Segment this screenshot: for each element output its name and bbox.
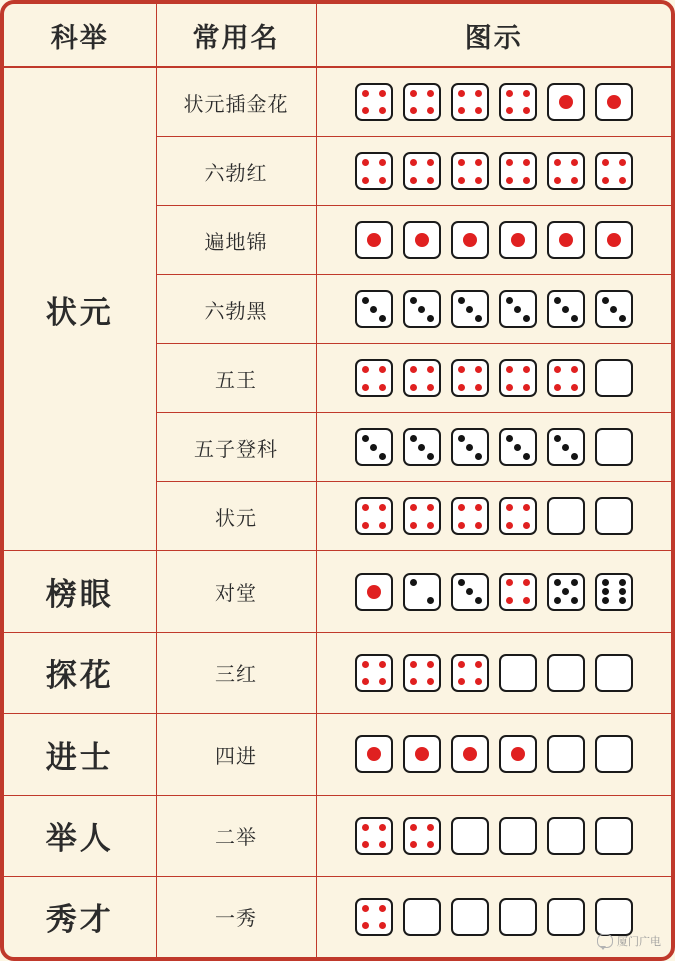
- category-cell: 榜眼: [4, 551, 156, 632]
- pip: [554, 597, 561, 604]
- die-blank: [499, 817, 537, 855]
- pip: [514, 306, 521, 313]
- die-1-red: [403, 735, 441, 773]
- die-3-black: [595, 290, 633, 328]
- die-4-red: [355, 83, 393, 121]
- die-blank: [547, 735, 585, 773]
- pip: [410, 661, 417, 668]
- pip: [523, 177, 530, 184]
- die-3-black: [547, 428, 585, 466]
- pip: [379, 90, 386, 97]
- name-cell: 遍地锦: [156, 206, 316, 275]
- die-3-black: [403, 428, 441, 466]
- pip: [458, 297, 465, 304]
- table-row: [4, 551, 671, 632]
- die-3-black: [499, 428, 537, 466]
- pip: [619, 588, 626, 595]
- pip: [410, 435, 417, 442]
- pip: [379, 661, 386, 668]
- die-3-black: [547, 290, 585, 328]
- pip: [619, 579, 626, 586]
- dice-row: [317, 573, 672, 611]
- pip: [458, 504, 465, 511]
- pip: [523, 579, 530, 586]
- die-1-red: [355, 573, 393, 611]
- dice-row: [317, 290, 672, 328]
- pip: [458, 177, 465, 184]
- die-blank: [595, 428, 633, 466]
- pip: [410, 159, 417, 166]
- pip: [379, 504, 386, 511]
- die-blank: [547, 654, 585, 692]
- pip: [410, 297, 417, 304]
- pip: [362, 90, 369, 97]
- header-common-name: 常用名: [156, 4, 316, 67]
- pip: [514, 444, 521, 451]
- table-header: [4, 4, 671, 67]
- die-4-red: [403, 817, 441, 855]
- pip: [362, 297, 369, 304]
- dice-row: [317, 428, 672, 466]
- die-4-red: [403, 497, 441, 535]
- pip: [410, 366, 417, 373]
- die-blank: [451, 817, 489, 855]
- die-1-red: [451, 221, 489, 259]
- die-blank: [595, 359, 633, 397]
- die-4-red: [403, 359, 441, 397]
- pip: [458, 107, 465, 114]
- pip: [475, 384, 482, 391]
- die-3-black: [355, 290, 393, 328]
- name-cell: 四进: [156, 714, 316, 795]
- header-row: [4, 4, 671, 67]
- die-blank: [595, 817, 633, 855]
- pip: [458, 384, 465, 391]
- dice-cell: [316, 67, 671, 137]
- die-blank: [499, 654, 537, 692]
- pip: [602, 579, 609, 586]
- pip: [410, 90, 417, 97]
- die-1-red: [451, 735, 489, 773]
- pip: [571, 315, 578, 322]
- pip: [415, 747, 429, 761]
- pip: [427, 384, 434, 391]
- die-4-red: [451, 83, 489, 121]
- die-4-red: [355, 817, 393, 855]
- name-cell: 二举: [156, 795, 316, 876]
- pip: [427, 315, 434, 322]
- dice-cell: [316, 275, 671, 344]
- pip: [506, 522, 513, 529]
- pip: [379, 107, 386, 114]
- die-1-red: [499, 221, 537, 259]
- die-4-red: [403, 654, 441, 692]
- pip: [379, 905, 386, 912]
- pip: [362, 435, 369, 442]
- pip: [410, 678, 417, 685]
- pip: [619, 597, 626, 604]
- dice-cell: [316, 632, 671, 713]
- pip: [427, 177, 434, 184]
- pip: [367, 233, 381, 247]
- pip: [619, 177, 626, 184]
- dice-row: [317, 83, 672, 121]
- pip: [410, 841, 417, 848]
- die-3-black: [451, 573, 489, 611]
- die-6-black: [595, 573, 633, 611]
- pip: [379, 824, 386, 831]
- pip: [379, 922, 386, 929]
- die-4-red: [499, 359, 537, 397]
- pip: [458, 159, 465, 166]
- die-5-black: [547, 573, 585, 611]
- die-1-red: [355, 735, 393, 773]
- dice-row: [317, 735, 672, 773]
- die-4-red: [451, 654, 489, 692]
- name-cell: 六勃黑: [156, 275, 316, 344]
- dice-row: [317, 152, 672, 190]
- pip: [466, 444, 473, 451]
- pip: [379, 315, 386, 322]
- pip: [379, 159, 386, 166]
- dice-cell: [316, 413, 671, 482]
- pip: [427, 107, 434, 114]
- pip: [506, 90, 513, 97]
- pip: [523, 522, 530, 529]
- pip: [410, 177, 417, 184]
- pip: [571, 597, 578, 604]
- pip: [475, 177, 482, 184]
- pip: [379, 841, 386, 848]
- pip: [523, 159, 530, 166]
- pip: [410, 504, 417, 511]
- name-cell: 状元: [156, 482, 316, 551]
- pip: [554, 159, 561, 166]
- die-4-red: [451, 152, 489, 190]
- pip: [362, 922, 369, 929]
- pip: [506, 297, 513, 304]
- die-4-red: [547, 152, 585, 190]
- dice-row: [317, 497, 672, 535]
- pip: [475, 678, 482, 685]
- dice-row: [317, 221, 672, 259]
- dice-row: [317, 817, 672, 855]
- name-cell: 三红: [156, 632, 316, 713]
- pip: [410, 522, 417, 529]
- die-4-red: [499, 497, 537, 535]
- header-illustration: 图示: [316, 4, 671, 67]
- die-1-red: [355, 221, 393, 259]
- die-1-red: [403, 221, 441, 259]
- die-4-red: [403, 83, 441, 121]
- pip: [458, 522, 465, 529]
- pip: [506, 435, 513, 442]
- pip: [562, 306, 569, 313]
- pip: [554, 177, 561, 184]
- pip: [523, 504, 530, 511]
- dice-cell: [316, 551, 671, 632]
- die-3-black: [451, 290, 489, 328]
- category-cell: 状元: [4, 67, 156, 551]
- pip: [506, 384, 513, 391]
- dice-row: [317, 359, 672, 397]
- table-row: [4, 67, 671, 137]
- table-row: [4, 714, 671, 795]
- die-4-red: [355, 497, 393, 535]
- pip: [463, 233, 477, 247]
- category-cell: 探花: [4, 632, 156, 713]
- pip: [554, 297, 561, 304]
- die-1-red: [595, 221, 633, 259]
- pip: [554, 579, 561, 586]
- die-3-black: [499, 290, 537, 328]
- die-4-red: [403, 152, 441, 190]
- die-1-red: [499, 735, 537, 773]
- watermark: [597, 933, 661, 949]
- watermark-label: 厦门广电: [617, 936, 661, 948]
- pip: [410, 579, 417, 586]
- dice-cell: [316, 482, 671, 551]
- pip: [523, 315, 530, 322]
- pip: [554, 435, 561, 442]
- pip: [427, 90, 434, 97]
- pip: [427, 678, 434, 685]
- name-cell: 五子登科: [156, 413, 316, 482]
- header-category: 科举: [4, 4, 156, 67]
- pip: [475, 522, 482, 529]
- table-row: [4, 632, 671, 713]
- pip: [362, 504, 369, 511]
- die-blank: [451, 898, 489, 936]
- pip: [427, 824, 434, 831]
- pip: [475, 90, 482, 97]
- pip: [427, 366, 434, 373]
- pip: [571, 384, 578, 391]
- pip: [475, 159, 482, 166]
- pip: [475, 661, 482, 668]
- name-cell: 五王: [156, 344, 316, 413]
- pip: [458, 678, 465, 685]
- pip: [379, 366, 386, 373]
- pip: [379, 678, 386, 685]
- pip: [418, 444, 425, 451]
- pip: [427, 159, 434, 166]
- pip: [602, 597, 609, 604]
- pip: [562, 588, 569, 595]
- pip: [458, 90, 465, 97]
- pip: [362, 661, 369, 668]
- pip: [367, 747, 381, 761]
- pip: [506, 107, 513, 114]
- pip: [554, 384, 561, 391]
- pip: [427, 453, 434, 460]
- die-4-red: [499, 573, 537, 611]
- die-1-red: [547, 221, 585, 259]
- name-cell: 状元插金花: [156, 67, 316, 137]
- dice-cell: [316, 206, 671, 275]
- category-cell: 举人: [4, 795, 156, 876]
- die-3-black: [355, 428, 393, 466]
- pip: [506, 366, 513, 373]
- pip: [602, 297, 609, 304]
- dice-cell: [316, 714, 671, 795]
- pip: [523, 90, 530, 97]
- pip: [602, 588, 609, 595]
- wechat-icon: [597, 934, 613, 948]
- pip: [571, 366, 578, 373]
- pip: [362, 159, 369, 166]
- pip: [362, 107, 369, 114]
- die-blank: [595, 735, 633, 773]
- pip: [379, 177, 386, 184]
- pip: [602, 177, 609, 184]
- pip: [511, 747, 525, 761]
- pip: [619, 159, 626, 166]
- pip: [427, 522, 434, 529]
- pip: [607, 233, 621, 247]
- die-4-red: [355, 654, 393, 692]
- pip: [475, 504, 482, 511]
- pip: [523, 453, 530, 460]
- pip: [367, 585, 381, 599]
- die-4-red: [451, 359, 489, 397]
- pip: [370, 306, 377, 313]
- die-blank: [595, 898, 633, 936]
- pip: [463, 747, 477, 761]
- pip: [418, 306, 425, 313]
- pip: [571, 453, 578, 460]
- pip: [607, 95, 621, 109]
- die-2-black: [403, 573, 441, 611]
- pip: [475, 453, 482, 460]
- category-cell: 秀才: [4, 876, 156, 957]
- pip: [562, 444, 569, 451]
- pip: [370, 444, 377, 451]
- pip: [466, 588, 473, 595]
- pip: [458, 435, 465, 442]
- dice-row: [317, 898, 672, 936]
- table-row: [4, 795, 671, 876]
- pip: [427, 504, 434, 511]
- name-cell: 一秀: [156, 876, 316, 957]
- die-blank: [595, 654, 633, 692]
- pip: [379, 453, 386, 460]
- die-4-red: [547, 359, 585, 397]
- pip: [410, 824, 417, 831]
- pip: [506, 504, 513, 511]
- pip: [571, 177, 578, 184]
- pip: [619, 315, 626, 322]
- pip: [362, 905, 369, 912]
- pip: [506, 597, 513, 604]
- dice-row: [317, 654, 672, 692]
- pip: [506, 177, 513, 184]
- die-blank: [547, 817, 585, 855]
- pip: [506, 579, 513, 586]
- pip: [571, 159, 578, 166]
- pip: [362, 678, 369, 685]
- pip: [362, 522, 369, 529]
- pip: [379, 522, 386, 529]
- die-4-red: [499, 83, 537, 121]
- die-3-black: [403, 290, 441, 328]
- pip: [427, 661, 434, 668]
- name-cell: 对堂: [156, 551, 316, 632]
- pip: [362, 841, 369, 848]
- pip: [571, 579, 578, 586]
- pip: [427, 597, 434, 604]
- die-blank: [595, 497, 633, 535]
- rank-table: [4, 4, 671, 957]
- pip: [559, 233, 573, 247]
- pip: [427, 841, 434, 848]
- pip: [610, 306, 617, 313]
- die-blank: [547, 898, 585, 936]
- pip: [362, 824, 369, 831]
- die-4-red: [355, 898, 393, 936]
- dice-cell: [316, 137, 671, 206]
- die-4-red: [499, 152, 537, 190]
- pip: [506, 159, 513, 166]
- die-1-red: [547, 83, 585, 121]
- pip: [523, 107, 530, 114]
- die-4-red: [355, 152, 393, 190]
- die-blank: [547, 497, 585, 535]
- pip: [410, 384, 417, 391]
- dice-cell: [316, 795, 671, 876]
- die-4-red: [451, 497, 489, 535]
- pip: [475, 107, 482, 114]
- pip: [458, 366, 465, 373]
- pip: [362, 366, 369, 373]
- pip: [523, 597, 530, 604]
- pip: [602, 159, 609, 166]
- die-blank: [403, 898, 441, 936]
- dice-cell: [316, 344, 671, 413]
- pip: [362, 384, 369, 391]
- pip: [458, 661, 465, 668]
- table-row: [4, 876, 671, 957]
- pip: [475, 366, 482, 373]
- pip: [379, 384, 386, 391]
- pip: [410, 107, 417, 114]
- pip: [415, 233, 429, 247]
- category-cell: 进士: [4, 714, 156, 795]
- pip: [475, 315, 482, 322]
- pip: [554, 366, 561, 373]
- die-3-black: [451, 428, 489, 466]
- name-cell: 六勃红: [156, 137, 316, 206]
- pip: [523, 366, 530, 373]
- pip: [458, 579, 465, 586]
- pip: [559, 95, 573, 109]
- die-4-red: [595, 152, 633, 190]
- pip: [466, 306, 473, 313]
- pip: [511, 233, 525, 247]
- die-1-red: [595, 83, 633, 121]
- pip: [475, 597, 482, 604]
- die-4-red: [355, 359, 393, 397]
- die-blank: [499, 898, 537, 936]
- pip: [362, 177, 369, 184]
- table-body: [4, 67, 671, 957]
- pip: [523, 384, 530, 391]
